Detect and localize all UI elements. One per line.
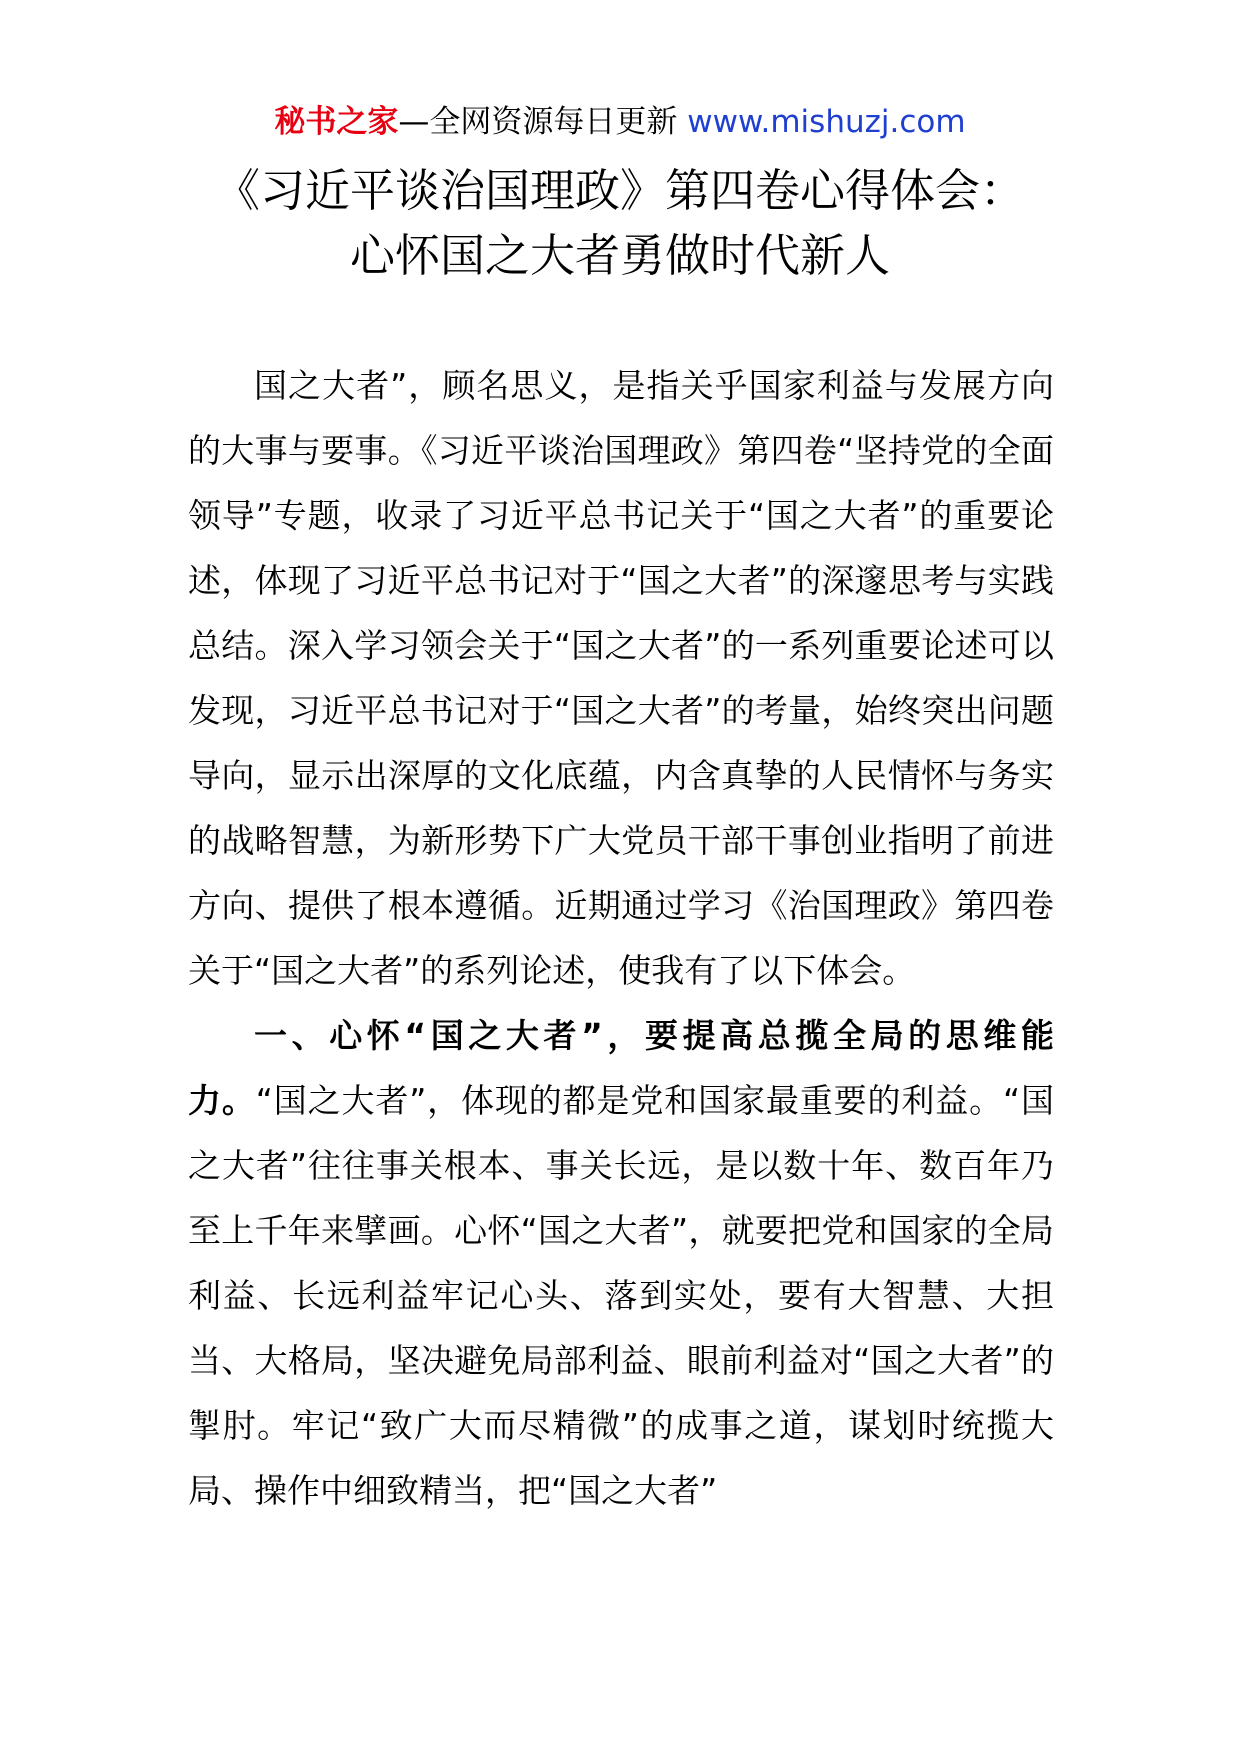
document-body bbox=[188, 353, 1054, 1523]
section-1-heading: 一、心怀“国之大者”，要提高总揽全局的思维能力。 bbox=[188, 1016, 1054, 1120]
title-line-1: 《习近平谈治国理政》第四卷心得体会： bbox=[214, 164, 1025, 217]
site-header bbox=[0, 100, 1240, 144]
paragraph-intro bbox=[188, 353, 1054, 1003]
paragraph-intro-text: 国之大者”，顾名思义，是指关乎国家利益与发展方向的大事与要事。《习近平谈治国理政》第四卷“坚持党的全面领导”专题，收录了习近平总书记关于“国之大者”的重要论述，体现了习近平总书记对于“国之大者”的深邃思考与实践总结。深入学习领会关于“国之大者”的一系列重要论述可以发现，习近平总书记对于“国之大者”的考量，始终突出问题导向，显示出深厚的文化底蕴，内含真挚的人民情怀与务实的战略智慧，为新形势下广大党员干部干事创业指明了前进方向、提供了根本遵循。近期通过学习《治国理政》第四卷关于“国之大者”的系列论述，使我有了以下体会。 bbox=[188, 366, 1054, 990]
document-title bbox=[0, 158, 1240, 288]
paragraph-section-1 bbox=[188, 1003, 1054, 1523]
header-tagline: —全网资源每日更新 bbox=[398, 104, 688, 140]
section-1-text: “国之大者”，体现的都是党和国家最重要的利益。“国之大者”往往事关根本、事关长远，是以数十年、数百年乃至上千年来擘画。心怀“国之大者”，就要把党和国家的全局利益、长远利益牢记心头、落到实处，要有大智慧、大担当、大格局，坚决避免局部利益、眼前利益对“国之大者”的掣肘。牢记“致广大而尽精微”的成事之道，谋划时统揽大局、操作中细致精当，把“国之大者” bbox=[188, 1081, 1054, 1510]
brand-name: 秘书之家 bbox=[274, 104, 399, 140]
site-url-link[interactable]: www.mishuzj.com bbox=[687, 104, 966, 140]
title-line-2: 心怀国之大者勇做时代新人 bbox=[349, 229, 890, 282]
